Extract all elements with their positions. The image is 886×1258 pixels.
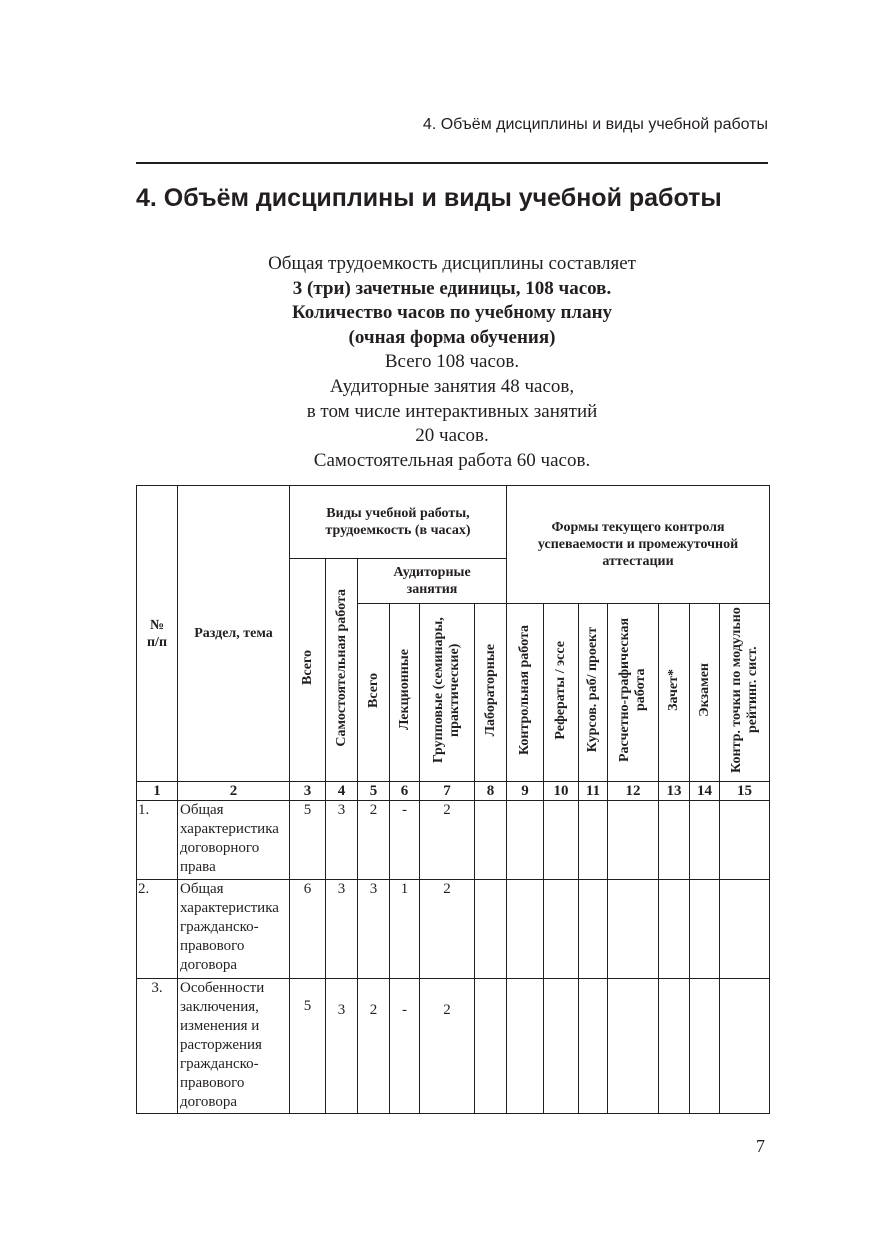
header-group: Групповые (семинары, практические): [420, 604, 475, 782]
cell-empty: [608, 801, 659, 880]
row-number: 2.: [137, 880, 178, 979]
cell-classroom-total: 2: [358, 979, 390, 1114]
cell-empty: [720, 801, 770, 880]
col-number: 5: [358, 782, 390, 801]
col-number: 2: [178, 782, 290, 801]
col-number: 13: [659, 782, 690, 801]
table-row: [137, 801, 770, 880]
intro-line: Аудиторные занятия 48 часов,: [329, 375, 575, 397]
cell-empty: [579, 801, 608, 880]
header-control-forms: Формы текущего контроля успеваемости и промежуточной аттестации: [507, 486, 770, 604]
cell-empty: [507, 979, 544, 1114]
intro-line: 3 (три) зачетные единицы, 108 часов.: [292, 277, 612, 299]
cell-empty: [690, 979, 720, 1114]
cell-empty: [475, 801, 507, 880]
cell-total: 5: [290, 801, 326, 880]
col-number: 1: [137, 782, 178, 801]
header-credit: Зачет*: [659, 604, 690, 782]
header-rule: [136, 162, 768, 164]
header-control-work: Контрольная работа: [507, 604, 544, 782]
header-checkpoints: Контр. точки по модульно рейтинг. сист.: [720, 604, 770, 782]
row-topic: Общая характеристика договорного права: [178, 801, 290, 880]
cell-empty: [690, 801, 720, 880]
intro-line: Самостоятельная работа 60 часов.: [313, 449, 591, 471]
header-course-work: Курсов. раб/ проект: [579, 604, 608, 782]
header-classroom-total: Всего: [358, 604, 390, 782]
intro-line: Всего 108 часов.: [384, 351, 520, 373]
cell-empty: [475, 880, 507, 979]
col-number: 3: [290, 782, 326, 801]
cell-self-study: 3: [326, 801, 358, 880]
cell-empty: [544, 979, 579, 1114]
cell-empty: [608, 979, 659, 1114]
cell-empty: [507, 880, 544, 979]
header-lectures: Лекционные: [390, 604, 420, 782]
cell-empty: [659, 979, 690, 1114]
cell-empty: [579, 880, 608, 979]
col-number: 9: [507, 782, 544, 801]
intro-line: (очная форма обучения): [348, 326, 556, 348]
row-number: 1.: [137, 801, 178, 880]
cell-empty: [659, 880, 690, 979]
workload-table: [136, 485, 770, 1114]
cell-lectures: 1: [390, 880, 420, 979]
col-number: 6: [390, 782, 420, 801]
table-row: [137, 880, 770, 979]
cell-classroom-total: 3: [358, 880, 390, 979]
intro-line: Общая трудоемкость дисциплины составляет: [268, 253, 636, 274]
col-number: 4: [326, 782, 358, 801]
row-number: 3.: [137, 979, 178, 1114]
header-essays: Рефераты / эссе: [544, 604, 579, 782]
col-number: 8: [475, 782, 507, 801]
cell-classroom-total: 2: [358, 801, 390, 880]
cell-self-study: 3: [326, 979, 358, 1114]
col-number: 10: [544, 782, 579, 801]
header-classroom: Аудиторные занятия: [358, 559, 507, 604]
cell-group: 2: [420, 801, 475, 880]
cell-total: 6: [290, 880, 326, 979]
row-topic: Общая характеристика гражданско-правового договора: [178, 880, 290, 979]
cell-lectures: -: [390, 979, 420, 1114]
intro-line: в том числе интерактивных занятий: [306, 400, 598, 422]
cell-self-study: 3: [326, 880, 358, 979]
table-row: [137, 979, 770, 1114]
header-work-types: Виды учебной работы, трудоемкость (в часах): [290, 486, 507, 559]
header-lab: Лабораторные: [475, 604, 507, 782]
intro-text: [136, 252, 768, 473]
cell-empty: [608, 880, 659, 979]
col-number: 14: [690, 782, 720, 801]
cell-empty: [507, 801, 544, 880]
col-number: 11: [579, 782, 608, 801]
cell-empty: [544, 801, 579, 880]
header-total: Всего: [290, 559, 326, 782]
page-number: 7: [756, 1136, 765, 1156]
cell-group: 2: [420, 979, 475, 1114]
cell-empty: [659, 801, 690, 880]
page-title: 4. Объём дисциплины и виды учебной работы: [136, 184, 722, 212]
header-exam: Экзамен: [690, 604, 720, 782]
intro-line: 20 часов.: [415, 425, 489, 447]
cell-total: 5: [290, 979, 326, 1114]
column-numbers-row: [137, 782, 770, 801]
col-number: 15: [720, 782, 770, 801]
row-topic: Особенности заключения, изменения и расторжения гражданско-правового договора: [178, 979, 290, 1114]
header-no: № п/п: [137, 486, 178, 782]
intro-line: Количество часов по учебному плану: [291, 302, 613, 324]
cell-empty: [579, 979, 608, 1114]
cell-empty: [475, 979, 507, 1114]
col-number: 12: [608, 782, 659, 801]
header-self-study: Самостоятельная работа: [326, 559, 358, 782]
cell-empty: [544, 880, 579, 979]
header-calc-work: Расчетно-графическая работа: [608, 604, 659, 782]
cell-empty: [720, 880, 770, 979]
running-header: 4. Объём дисциплины и виды учебной работы: [422, 116, 768, 133]
cell-empty: [720, 979, 770, 1114]
cell-empty: [690, 880, 720, 979]
cell-lectures: -: [390, 801, 420, 880]
cell-group: 2: [420, 880, 475, 979]
header-topic: Раздел, тема: [178, 486, 290, 782]
col-number: 7: [420, 782, 475, 801]
